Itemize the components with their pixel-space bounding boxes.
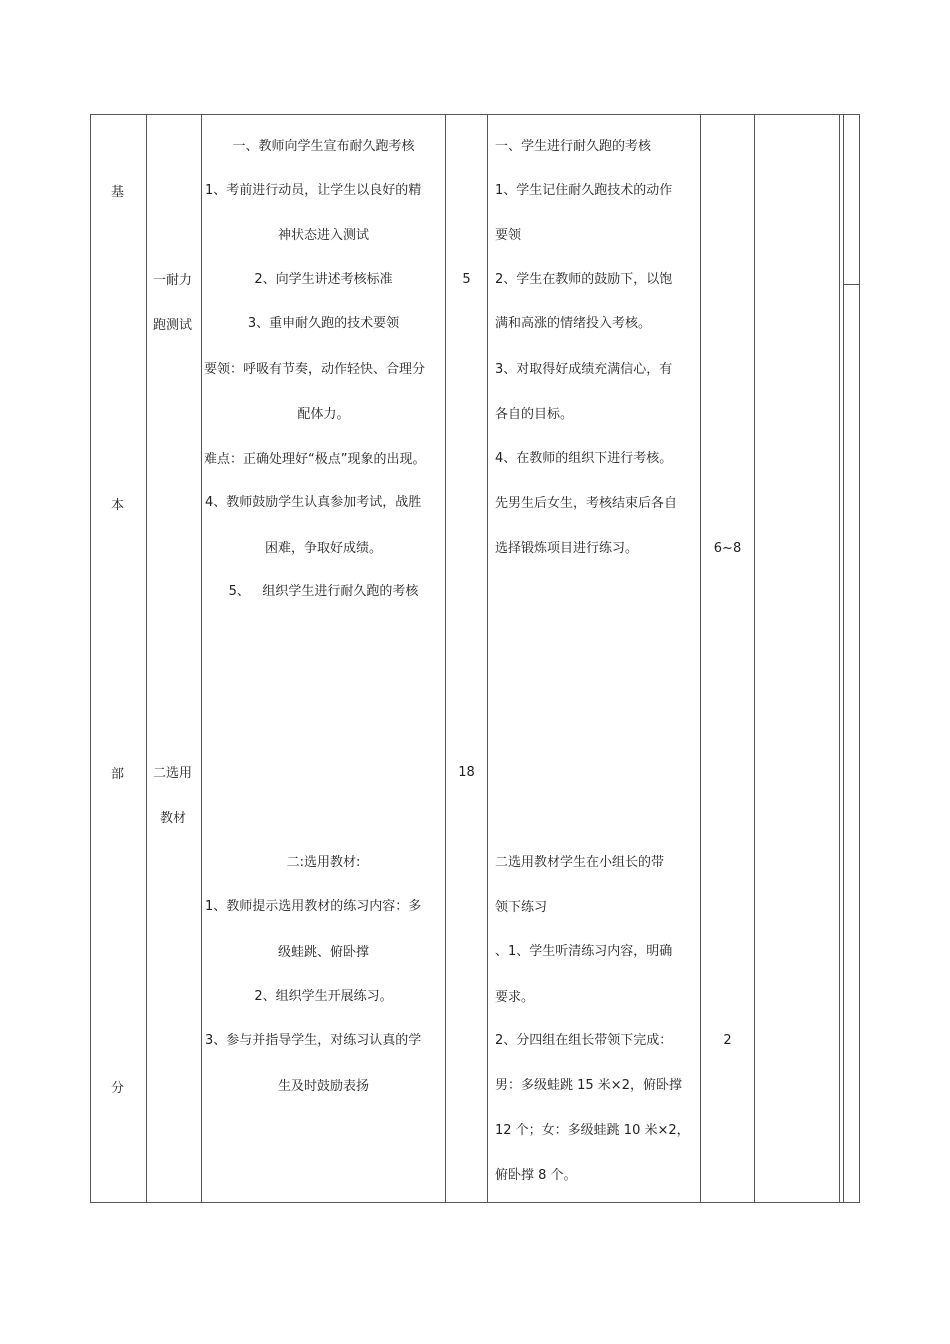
student-material-line: 2、分四组在组长带领下完成： (495, 1033, 673, 1048)
topic-optional-material: 二选用 (153, 766, 193, 781)
teacher-activity-line: 配体力。 (297, 407, 350, 422)
student-material-title: 二选用教材学生在小组长的带 (495, 855, 665, 870)
student-material-line: 俯卧撑 8 个。 (495, 1168, 577, 1183)
row-divider (843, 284, 860, 285)
column-divider (487, 114, 488, 1203)
teacher-activity-line: 难点：正确处理好“极点”现象的出现。 (204, 452, 426, 467)
section-label-char: 本 (111, 498, 125, 513)
teacher-material-line: 2、组织学生开展练习。 (254, 989, 393, 1004)
student-activity-line: 3、对取得好成绩充满信心，有 (495, 362, 673, 377)
teacher-activity-line: 4、教师鼓励学生认真参加考试，战胜 (205, 495, 422, 510)
teacher-activity-line: 困难，争取好成绩。 (264, 541, 382, 556)
teacher-activity-line: 5、 组织学生进行耐久跑的考核 (228, 584, 419, 599)
teacher-material-line: 3、参与并指导学生，对练习认真的学 (205, 1033, 422, 1048)
student-activity-line: 要领 (495, 228, 522, 243)
student-activity-line: 各自的目标。 (495, 407, 574, 422)
column-divider (146, 114, 147, 1203)
teacher-material-title: 二:选用教材: (286, 855, 361, 870)
section-label-char: 基 (111, 185, 125, 200)
teacher-activity-line: 2、向学生讲述考核标准 (254, 272, 393, 287)
section-label-char: 分 (111, 1081, 125, 1096)
teacher-material-line: 生及时鼓励表扬 (277, 1079, 369, 1094)
teacher-material-line: 级蛙跳、俯卧撑 (277, 945, 369, 960)
student-activity-title: 一、学生进行耐久跑的考核 (495, 139, 652, 154)
student-activity-line: 先男生后女生，考核结束后各自 (495, 496, 678, 511)
student-material-line: 、1、学生听清练习内容，明确 (495, 944, 673, 959)
teacher-activity-title: 一、教师向学生宣布耐久跑考核 (232, 139, 415, 154)
student-material-line: 要求。 (495, 990, 535, 1005)
teacher-activity-line: 1、考前进行动员，让学生以良好的精 (205, 183, 422, 198)
student-material-line: 领下练习 (495, 900, 548, 915)
section-label-char: 部 (111, 767, 125, 782)
student-activity-line: 满和高涨的情绪投入考核。 (495, 316, 652, 331)
column-divider (754, 114, 755, 1203)
topic-endurance-run: 一耐力 (153, 273, 193, 288)
student-activity-line: 选择锻炼项目进行练习。 (495, 541, 639, 556)
count-value: 6~8 (713, 541, 742, 556)
student-material-line: 12 个；女：多级蛙跳 10 米×2， (495, 1123, 690, 1138)
student-activity-line: 2、学生在教师的鼓励下，以饱 (495, 272, 673, 287)
teacher-activity-line: 要领：呼吸有节奏，动作轻快、合理分 (204, 362, 426, 377)
column-divider (843, 114, 844, 1203)
column-divider (839, 114, 840, 1203)
topic-endurance-run: 跑测试 (153, 318, 193, 333)
student-activity-line: 1、学生记住耐久跑技术的动作 (495, 183, 673, 198)
teacher-activity-line: 神状态进入测试 (277, 228, 369, 243)
count-value: 2 (723, 1033, 732, 1048)
teacher-activity-line: 3、重申耐久跑的技术要领 (247, 316, 400, 331)
student-material-line: 男：多级蛙跳 15 米×2，俯卧撑 (495, 1078, 682, 1093)
topic-optional-material: 教材 (160, 811, 187, 826)
time-value: 18 (458, 765, 475, 780)
teacher-material-line: 1、教师提示选用教材的练习内容：多 (205, 899, 422, 914)
student-activity-line: 4、在教师的组织下进行考核。 (495, 451, 673, 466)
time-value: 5 (462, 272, 471, 287)
